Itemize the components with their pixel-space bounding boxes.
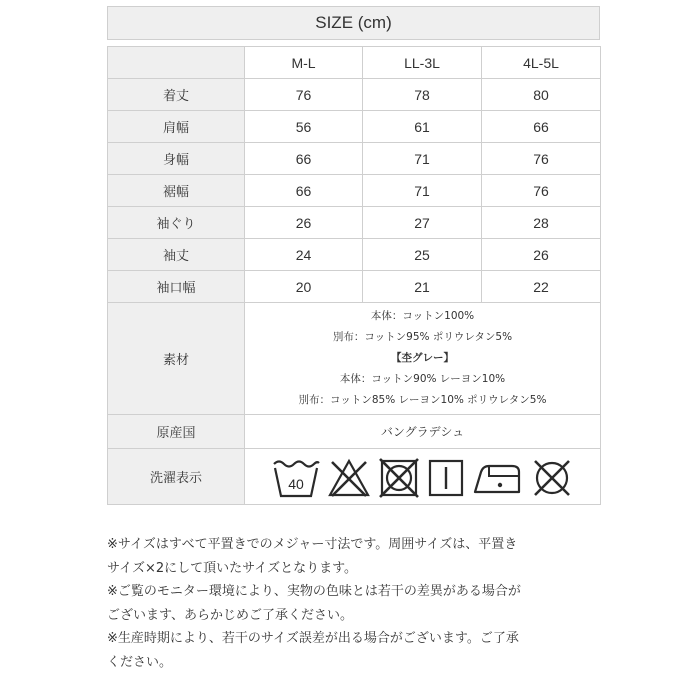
material-line: 別布：コットン95% ポリウレタン5% xyxy=(332,331,513,343)
row-label: 身幅 xyxy=(108,143,245,175)
row-label: 袖口幅 xyxy=(108,271,245,303)
iron-low-icon xyxy=(471,456,525,500)
origin-row xyxy=(108,415,601,449)
material-cell xyxy=(245,303,601,415)
table-cell: 24 xyxy=(245,239,363,271)
note-line: サイズ×2にして頂いたサイズとなります。 xyxy=(107,560,358,576)
row-label: 素材 xyxy=(108,303,245,415)
table-row xyxy=(108,175,601,207)
table-cell: 78 xyxy=(363,79,482,111)
note-line: ※サイズはすべて平置きでのメジャー寸法です。周囲サイズは、平置き xyxy=(107,537,518,552)
no-dry-clean-icon xyxy=(530,456,574,500)
size-table xyxy=(107,46,601,505)
column-header: M-L xyxy=(245,47,363,79)
table-cell: 71 xyxy=(363,175,482,207)
table-row xyxy=(108,239,601,271)
notes-block xyxy=(107,533,607,674)
table-cell: 66 xyxy=(245,175,363,207)
table-cell: 21 xyxy=(363,271,482,303)
material-line: 本体：コットン100% xyxy=(370,310,475,322)
row-label: 原産国 xyxy=(108,415,245,449)
table-header-row xyxy=(108,47,601,79)
note-line: ※生産時期により、若干のサイズ誤差が出る場合がございます。ご了承 xyxy=(107,631,519,646)
care-row xyxy=(108,449,601,505)
table-cell: 22 xyxy=(482,271,601,303)
note-line: ございます、あらかじめご了承ください。 xyxy=(107,607,353,623)
table-cell: 66 xyxy=(482,111,601,143)
table-cell: 56 xyxy=(245,111,363,143)
no-tumble-dry-icon xyxy=(377,456,421,500)
row-label: 袖ぐり xyxy=(108,207,245,239)
row-label: 裾幅 xyxy=(108,175,245,207)
wash-tub-40-icon xyxy=(271,456,321,500)
table-cell: 66 xyxy=(245,143,363,175)
note-line: ください。 xyxy=(107,654,173,670)
row-label: 着丈 xyxy=(108,79,245,111)
row-label: 洗濯表示 xyxy=(108,449,245,505)
table-cell: 26 xyxy=(245,207,363,239)
care-symbols-cell xyxy=(245,449,601,505)
table-row xyxy=(108,79,601,111)
material-row xyxy=(108,303,601,415)
table-cell: 27 xyxy=(363,207,482,239)
origin-value: バングラデシュ xyxy=(245,415,601,449)
row-label: 袖丈 xyxy=(108,239,245,271)
table-cell: 61 xyxy=(363,111,482,143)
table-row xyxy=(108,271,601,303)
table-row xyxy=(108,143,601,175)
table-cell: 26 xyxy=(482,239,601,271)
size-title: SIZE (cm) xyxy=(107,6,600,40)
no-bleach-icon xyxy=(326,456,372,500)
column-header: 4L-5L xyxy=(482,47,601,79)
table-cell: 76 xyxy=(245,79,363,111)
material-line: 本体：コットン90% レーヨン10% xyxy=(339,373,506,385)
header-empty-cell xyxy=(108,47,245,79)
line-dry-icon xyxy=(426,456,466,500)
wash-temperature-label: 40 xyxy=(288,475,304,492)
table-row xyxy=(108,207,601,239)
table-cell: 71 xyxy=(363,143,482,175)
material-line: 別布：コットン85% レーヨン10% ポリウレタン5% xyxy=(298,394,547,406)
table-cell: 80 xyxy=(482,79,601,111)
table-row xyxy=(108,111,601,143)
table-cell: 20 xyxy=(245,271,363,303)
row-label: 肩幅 xyxy=(108,111,245,143)
table-cell: 76 xyxy=(482,175,601,207)
table-cell: 76 xyxy=(482,143,601,175)
material-color-heading: 【杢グレー】 xyxy=(391,352,454,364)
column-header: LL-3L xyxy=(363,47,482,79)
table-cell: 28 xyxy=(482,207,601,239)
table-cell: 25 xyxy=(363,239,482,271)
note-line: ※ご覧のモニター環境により、実物の色味とは若干の差異がある場合が xyxy=(107,584,521,599)
